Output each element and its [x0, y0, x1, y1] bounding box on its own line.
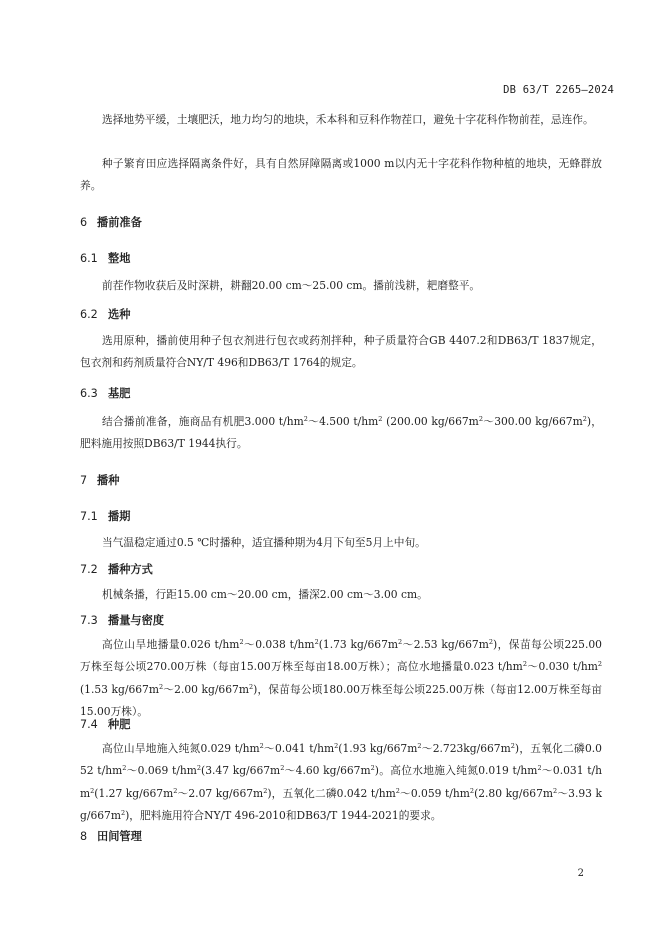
section-8-heading [80, 828, 602, 844]
page-number: 2 [577, 868, 584, 879]
section-number: 6.3 [80, 387, 98, 400]
section-title: 整地 [108, 252, 131, 265]
standard-code: DB 63/T 2265—2024 [503, 84, 614, 96]
paragraph-sowing-method: 机械条播，行距15.00 cm～20.00 cm，播深2.00 cm～3.00 cm。 [102, 588, 428, 601]
section-7-1-heading [80, 508, 602, 524]
paragraph-tillage: 前茬作物收获后及时深耕，耕翻20.00 cm～25.00 cm。播前浅耕，耙磨整平。 [102, 279, 481, 292]
section-number: 7.1 [80, 510, 98, 523]
section-7-4-heading [80, 716, 602, 732]
section-number: 7.2 [80, 563, 98, 576]
section-title: 播前准备 [97, 216, 142, 229]
section-title: 播量与密度 [108, 614, 164, 627]
section-title: 播种方式 [108, 563, 153, 576]
section-number: 8 [80, 830, 88, 843]
section-7-heading [80, 472, 602, 488]
section-title: 基肥 [108, 387, 131, 400]
section-6-3-heading [80, 385, 602, 401]
section-number: 7.4 [80, 718, 98, 731]
section-title: 种肥 [108, 718, 131, 731]
paragraph-seed-selection: 选用原种，播前使用种子包衣剂进行包衣或药剂拌种，种子质量符合GB 4407.2和DB63/T 1837规定，包衣剂和药剂质量符合NY/T 496和DB63/T 1764的规定。 [80, 334, 602, 370]
paragraph-base-fertilizer: 结合播前准备，施商品有机肥3.000 $t/hm^2\sim 4.500$ $t/hm^2$ (200.00 $kg/667m^2\sim 300.00$ $kg/667m^2$)，肥料施用按照DB63/T 1944执行。 [80, 415, 602, 451]
section-6-heading [80, 214, 602, 230]
section-number: 6.1 [80, 252, 98, 265]
paragraph-site-selection: 选择地势平缓，土壤肥沃，地力均匀的地块，禾本科和豆科作物茬口，避免十字花科作物前茬，忌连作。 [102, 113, 594, 126]
section-number: 7.3 [80, 614, 98, 627]
section-number: 7 [80, 474, 88, 487]
paragraph-sowing-period: 当气温稳定通过0.5 ℃时播种，适宜播种期为4月下旬至5月上中旬。 [102, 536, 426, 549]
section-6-1-heading [80, 250, 602, 266]
paragraph-seeding-density: 高位山旱地播量0.026 $t/hm^2\sim 0.038$ $t/hm^2(1.73$ $kg/667m^2\sim 2.53$ $kg/667m^2$)，保苗每公顷225.00万株至每公顷270.00万株（每亩15.00万株至每亩18.00万株）；高位水地播量0.023 $t/hm^2\sim 0.030$ $t/hm^2(1.53$ $kg/667m^2\sim 2.00$ $kg/667m^2$)，保苗每公顷180.00万株至每公顷225.00万株（每亩12.00万株至每亩15.00万株）。 [80, 638, 602, 719]
section-7-3-heading [80, 612, 602, 628]
paragraph-seed-fertilizer: 高位山旱地施入纯氮0.029 $t/hm^2\sim 0.041$ $t/hm^2(1.93$ $kg/667m^2\sim 2.723kg/667m^2$)，五氧化二磷0.052 $t/hm^2\sim 0.069$ $t/hm^2(3.47$ $kg/667m^2\sim 4.60$ $kg/667m^2$)。高位水地施入纯氮0.019 $t/hm^2\sim 0.031$ $t/hm^2(1.27$ $kg/667m^2\sim 2.07$ $kg/667m^2$)，五氧化二磷0.042 $t/hm^2\sim 0.059$ $t/hm^2(2.80$ $kg/667m^2\sim 3.93$ $kg/667m^2$)，肥料施用符合NY/T 496-2010和DB63/T 1944-2021的要求。 [80, 742, 602, 823]
paragraph-seed-field-isolation: 种子繁育田应选择隔离条件好，具有自然屏障隔离或1000 m以内无十字花科作物种植的地块，无蜂群放养。 [80, 157, 602, 193]
section-title: 田间管理 [97, 830, 142, 843]
section-6-2-heading [80, 306, 602, 322]
section-number: 6 [80, 216, 88, 229]
section-title: 播期 [108, 510, 131, 523]
section-title: 播种 [97, 474, 120, 487]
section-7-2-heading [80, 561, 602, 577]
section-title: 选种 [108, 308, 131, 321]
section-number: 6.2 [80, 308, 98, 321]
